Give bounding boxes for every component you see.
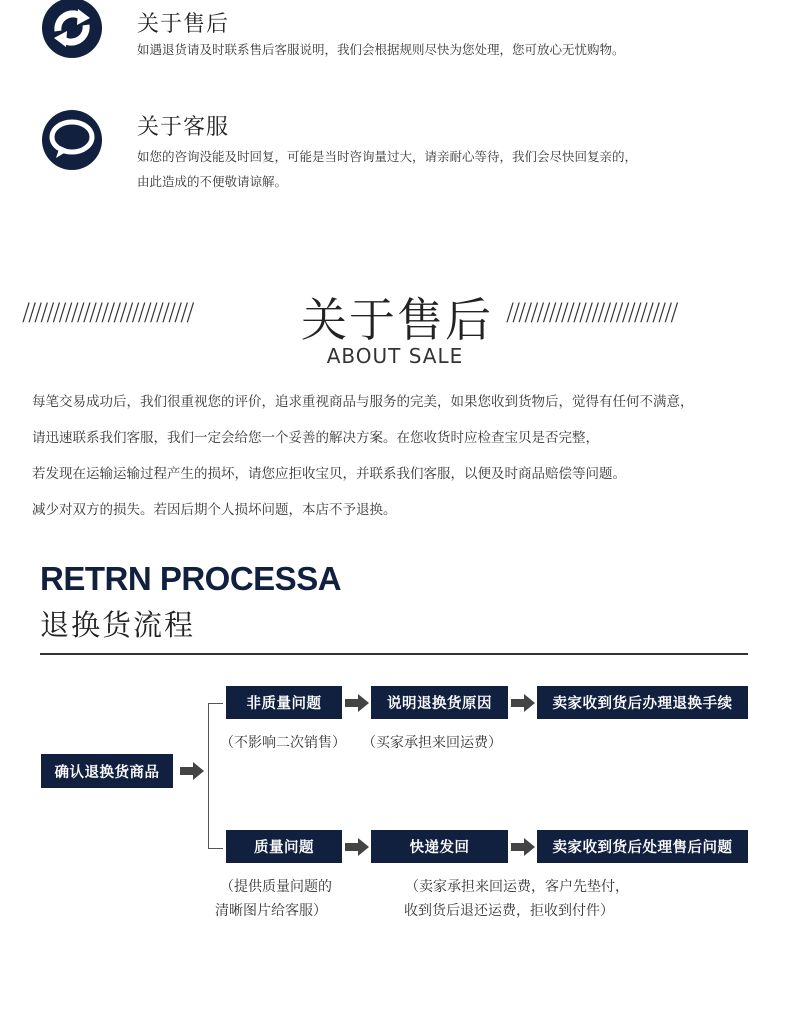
- right-arrow-icon: [180, 761, 204, 781]
- seller-handles-aftersale-box: 卖家收到货后处理售后问题: [537, 830, 748, 863]
- right-arrow-icon: [511, 693, 535, 713]
- policy-paragraph-1: 每笔交易成功后，我们很重视您的评价，追求重视商品与服务的完美，如果您收到货物后，觉得有任何不满意，: [32, 394, 694, 410]
- policy-paragraph-3: 若发现在运输运输过程产生的损坏，请您应拒收宝贝，并联系我们客服，以便及时商品赔偿等问题。: [32, 466, 626, 482]
- flow-bracket: [208, 703, 223, 849]
- policy-paragraph-4: 减少对双方的损失。若因后期个人损坏问题，本店不予退换。: [32, 502, 397, 518]
- after-sale-desc: 如遇退货请及时联系售后客服说明，我们会根据规则尽快为您处理，您可放心无忧购物。: [137, 42, 625, 57]
- right-arrow-icon: [345, 693, 369, 713]
- right-arrow-icon: [345, 837, 369, 857]
- seller-handles-return-box: 卖家收到货后办理退换手续: [537, 686, 748, 719]
- customer-service-desc-line2: 由此造成的不便敬请谅解。: [137, 174, 288, 189]
- row2-note-2-line2: 收到货后退还运费，拒收到付件）: [404, 903, 614, 919]
- confirm-goods-box: 确认退换货商品: [41, 754, 173, 788]
- non-quality-issue-box: 非质量问题: [226, 686, 342, 719]
- section-subtitle: ABOUT SALE: [326, 344, 464, 368]
- after-sale-title: 关于售后: [137, 12, 230, 37]
- policy-paragraph-2: 请迅速联系我们客服，我们一定会给您一个妥善的解决方案。在您收货时应检查宝贝是否完整，: [32, 430, 599, 446]
- process-title-cn: 退换货流程: [40, 608, 196, 642]
- row2-note-2-line1: （卖家承担来回运费，客户先垫付，: [405, 879, 629, 895]
- decorative-slashes-left: ////////////////////////////: [22, 298, 193, 326]
- customer-service-desc-line1: 如您的咨询没能及时回复，可能是当时咨询量过大，请亲耐心等待，我们会尽快回复亲的，: [137, 149, 638, 164]
- chat-bubble-icon: [42, 110, 102, 170]
- row2-note-1-line2: 清晰图片给客服）: [215, 903, 327, 919]
- express-return-box: 快递发回: [371, 830, 508, 863]
- right-arrow-icon: [511, 837, 535, 857]
- quality-issue-box: 质量问题: [226, 830, 342, 863]
- refresh-icon: [42, 0, 102, 58]
- customer-service-title: 关于客服: [137, 115, 230, 140]
- row2-note-1-line1: （提供质量问题的: [220, 879, 332, 895]
- decorative-slashes-right: ////////////////////////////: [506, 298, 677, 326]
- process-divider: [40, 653, 748, 655]
- process-title-en: RETRN PROCESSA: [40, 560, 342, 597]
- row1-note-2: （买家承担来回运费）: [362, 735, 502, 751]
- explain-reason-box: 说明退换货原因: [371, 686, 508, 719]
- row1-note-1: （不影响二次销售）: [220, 735, 346, 751]
- section-title: 关于售后: [301, 293, 493, 347]
